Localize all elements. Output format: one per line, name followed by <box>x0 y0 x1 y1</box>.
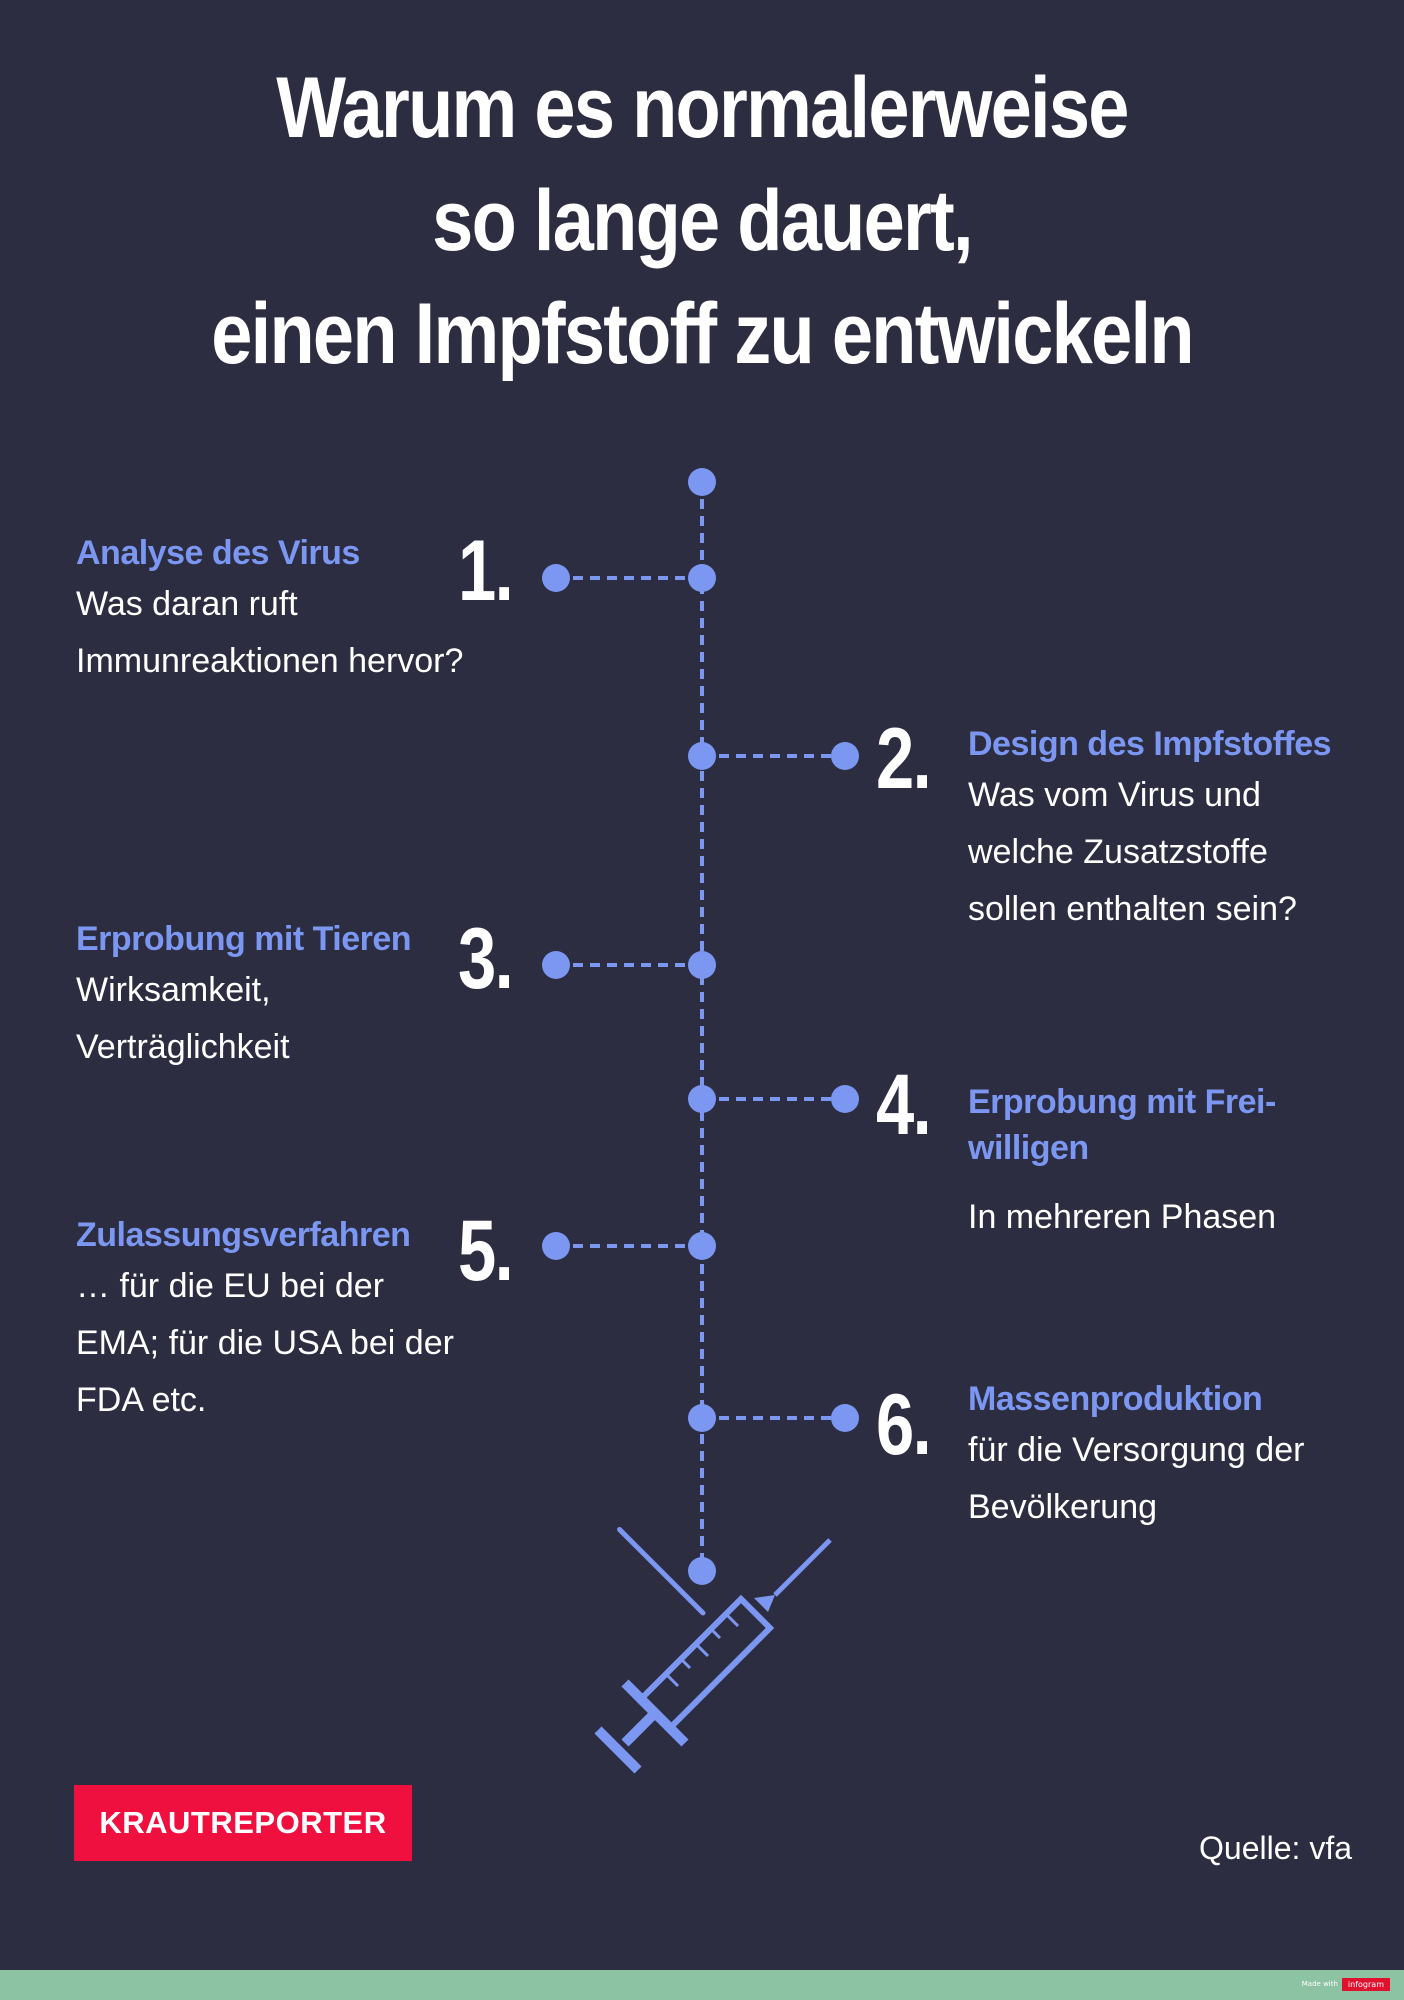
timeline-end-dot <box>688 1557 716 1585</box>
timeline-start-dot <box>688 468 716 496</box>
step-5 <box>76 1212 454 1429</box>
step-number: 6. <box>876 1377 931 1473</box>
step-dot-6 <box>831 1404 859 1432</box>
step-description: Was vom Virus und welche Zusatzstoffe sollen enthalten sein? <box>968 776 1297 928</box>
step-number: 4. <box>876 1057 931 1153</box>
title-line-2: so lange dauert, <box>432 173 972 269</box>
timeline-dot-2 <box>688 742 716 770</box>
footer-bar <box>0 1970 1404 2000</box>
timeline-dot-3 <box>688 951 716 979</box>
step-4 <box>968 1061 1276 1264</box>
step-number: 5. <box>458 1203 513 1299</box>
step-description: Was daran ruft Immunreaktionen hervor? <box>76 585 464 680</box>
title-line-1: Warum es normalerweise <box>276 60 1128 156</box>
infogram-brand: infogram <box>1342 1978 1390 1991</box>
timeline-dot-1 <box>688 564 716 592</box>
step-1 <box>76 530 463 690</box>
step-description: … für die EU bei der EMA; für die USA bei der FDA etc. <box>76 1267 454 1419</box>
step-number: 2. <box>876 711 931 807</box>
step-6 <box>968 1376 1304 1536</box>
timeline-dot-5 <box>688 1232 716 1260</box>
step-heading: Design des Impfstoffes <box>968 725 1332 763</box>
infogram-badge[interactable] <box>1302 1974 1390 1994</box>
step-heading: Erprobung mit Tieren <box>76 920 412 958</box>
step-heading: Analyse des Virus <box>76 534 360 572</box>
step-3 <box>76 916 411 1076</box>
step-number: 1. <box>458 523 513 619</box>
step-description: Wirksamkeit, Verträglichkeit <box>76 971 290 1066</box>
step-description: In mehreren Phasen <box>968 1198 1277 1236</box>
title-line-3: einen Impfstoff zu entwickeln <box>211 286 1193 382</box>
step-dot-2 <box>831 742 859 770</box>
step-heading: Massenproduktion <box>968 1380 1263 1418</box>
source-note: Quelle: vfa <box>1199 1830 1352 1866</box>
step-number: 3. <box>458 911 513 1007</box>
step-description: für die Versorgung der Bevölkerung <box>968 1431 1305 1526</box>
step-2 <box>968 721 1331 938</box>
step-heading: Zulassungsverfahren <box>76 1216 411 1254</box>
timeline-dot-6 <box>688 1404 716 1432</box>
step-dot-4 <box>831 1085 859 1113</box>
step-dot-3 <box>542 951 570 979</box>
krautreporter-logo[interactable]: KRAUTREPORTER <box>74 1785 412 1861</box>
step-dot-5 <box>542 1232 570 1260</box>
made-with-label: Made with <box>1301 1980 1338 1988</box>
timeline-dot-4 <box>688 1085 716 1113</box>
step-heading: Erprobung mit Frei- willigen <box>968 1083 1276 1167</box>
step-dot-1 <box>542 564 570 592</box>
